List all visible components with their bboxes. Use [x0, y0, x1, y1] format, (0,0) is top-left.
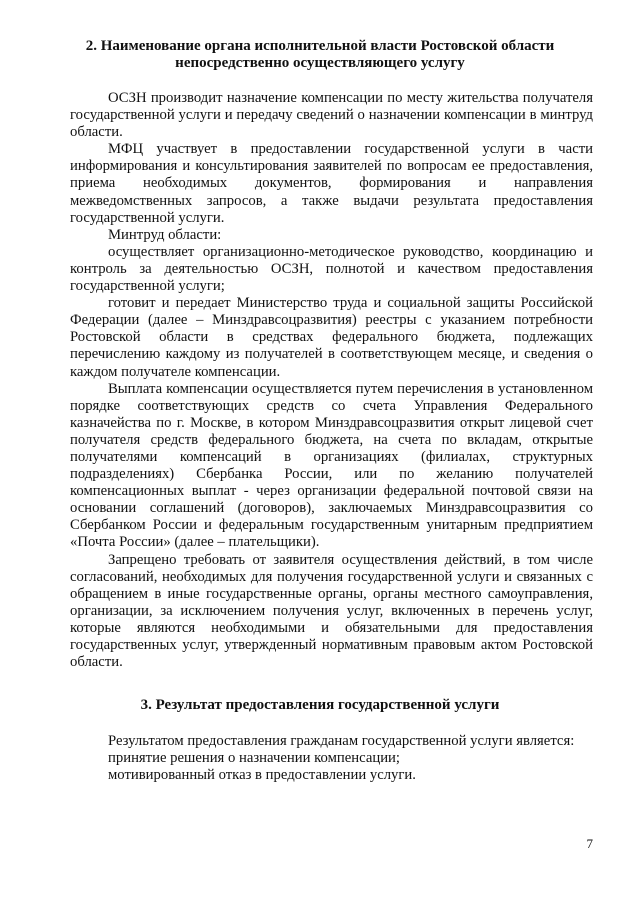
page-number: 7 — [586, 836, 593, 851]
paragraph-oszn: ОСЗН производит назначение компенсации по месту жительства получателя государственной услуги и передачу сведений о назначении компенсации в минтруд области. — [70, 90, 593, 141]
section-2-heading: 2. Наименование органа исполнительной власти Ростовской области непосредственно осуществляющего услугу — [85, 38, 555, 71]
paragraph-result-refusal: мотивированный отказ в предоставлении услуги. — [108, 767, 416, 784]
paragraph-mintrud-control: осуществляет организационно-методическое руководство, координацию и контроль за деятельностью ОСЗН, полнотой и качеством предоставления государственной услуги; — [70, 243, 593, 295]
section-2-body — [70, 90, 593, 671]
paragraph-result-decision: принятие решения о назначении компенсации; — [108, 750, 400, 767]
section-3-body — [70, 733, 593, 784]
paragraph-result-intro: Результатом предоставления гражданам государственной услуги является: — [108, 733, 575, 749]
paragraph-payment: Выплата компенсации осуществляется путем перечисления в установленном порядке соответствующих средств со счета Управления Федерального казначейства по г. Москве, в котором Минздравсоцразвития открыт лицевой счет получателя средств федерального бюджета, на счета по вкладам, открытые получателями компенсаций в организациях (филиалах, структурных подразделениях) Сбербанка России, или по желанию получателей компенсационных выплат - через организации федеральной почтовой связи на основании соглашений (договоров), заключаемых Минздравсоцразвития со Сбербанком России и федеральным государственным унитарным предприятием «Почта России» (далее – плательщики). — [70, 380, 593, 551]
section-3-heading: 3. Результат предоставления государственной услуги — [140, 697, 500, 713]
paragraph-mfc: МФЦ участвует в предоставлении государственной услуги в части информирования и консультирования заявителей по вопросам ее предоставления, приема необходимых документов, формирования и направления межведомственных запросов, а также выдачи результата предоставления государственной услуги. — [70, 141, 593, 226]
paragraph-mintrud-intro: Минтруд области: — [108, 226, 222, 243]
paragraph-mintrud-registers: готовит и передает Министерство труда и социальной защиты Российской Федерации (далее – Минздравсоцразвития) реестры с указанием потребности Ростовской области в средствах федерального бюджета, подлежащих перечислению каждому из получателей в соответствующем месяце, и сведения о каждом получателе компенсации. — [70, 295, 593, 380]
paragraph-prohibition: Запрещено требовать от заявителя осуществления действий, в том числе согласований, необходимых для получения государственной услуги и связанных с обращением в иные государственные органы, органы местного самоуправления, организации, за исключением получения услуг, включенных в перечень услуг, которые являются необходимыми и обязательными для предоставления государственных услуг, утвержденный нормативным правовым актом Ростовской области. — [70, 551, 593, 671]
